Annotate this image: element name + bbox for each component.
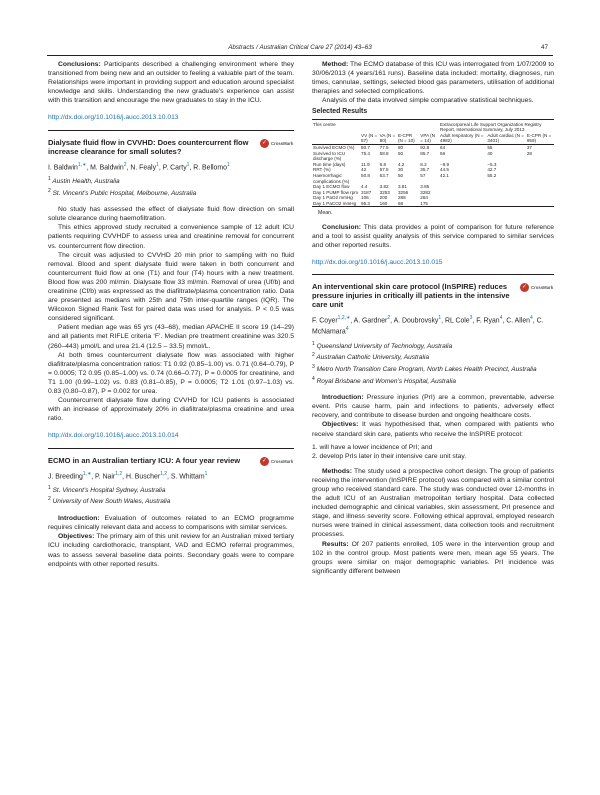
table-cell: 57.5 [379,167,389,173]
abstract-paragraph: Countercurrent dialysate flow during CVVHD for ICU patients is associated with an increase of approximately 20% in diafiltrate/plasma creatinine and urea ratio. [48,397,294,423]
table-cell: 95.3 [361,200,370,206]
table-cell: 3282 [420,189,431,195]
table-cell: 44.5 [440,167,449,173]
table-row [312,151,554,162]
table-row-label: Day 1 PaCO2 mmHg [313,200,357,206]
table-cell: 160 [379,200,388,206]
table-cell: 6.8 [379,161,387,167]
table-row-label: Survived ECMO (%) [313,144,355,150]
author-list: I. Baldwin$^{1,∗}$, M. Baldwin$^2$, N. Fealy$^1$, P. Carty$^1$, R. Bellomo$^1$ [48,161,230,171]
author-list: F. Coyer$^{1,2,∗}$, A. Gardner$^2$, A. Doubrovsky$^1$, RL Cole$^3$, F. Ryan$^4$, C. Allen$^4$, C. McNamara$^4$ [312,314,544,336]
crossmark-icon: ✓ [261,458,268,465]
abstract-introduction: Introduction: Evaluation of outcomes related to an ECMO programme requires clinically relevant data and access to comparisons with similar services. [48,515,294,532]
hypothesis-list [312,443,554,461]
table-row [312,201,554,207]
table-cell: 30 [397,167,404,173]
doi-link[interactable]: http://dx.doi.org/10.1016/j.aucc.2013.10.013 [48,114,179,122]
abstract-methods: Methods: The study used a prospective cohort design. The group of patients receiving the intervention (InSPIRE protocol) was compared with a similar control group who received standard care. The study was conducted over 12-months in the adult ICU of an Australian metropolitan tertiary hospital. Data collected included demographic and clinical variables, skin assessment, PrI presence and stage, and illness severity score. Following ethical approval, employed research nurses were trained in clinical assessment, data collection tools and recruitment processes. [312,467,554,539]
abstract-separator [312,274,554,275]
table-cell: 40 [487,150,493,156]
journal-citation: Abstracts / Australian Critical Care 27 (2014) 43–63 [228,44,372,51]
abstract-analysis: Analysis of the data involved simple comparative statistical techniques. [322,97,534,105]
table-cell: 55.2 [487,172,497,178]
table-cell: 50 [397,172,404,178]
table-cell: 42.7 [487,167,497,173]
abstract-paragraph: No study has assessed the effect of dialysate fluid flow direction on small solute clearance during haemofiltration. [48,206,294,223]
affiliations: $^1$ Austin Health, Australia $^2$ St. Vincent’s Public Hospital, Melbourne, Australia [48,175,197,197]
abstract-results: Results: Of 207 patients enrolled, 105 were in the intervention group and 102 in the control group. Most patients were men, mean age 55 years. The groups were similar on major demographic variables. PrI incidence was significantly different between [312,540,554,575]
table-row-label: RRT (%) [313,167,331,173]
table-cell: 85.7 [420,150,430,156]
table-cell: 4.4 [361,184,368,190]
abstract-method: Method: The ECMO database of this ICU was interrogated from 1/07/2009 to 30/06/2013 (4 years/161 runs). Baseline data included: mortality, diagnoses, run times, cannulae, settings, selected blood gas parameters, utilisation of additional therapies and selected complications. [312,61,554,96]
table-row-label: Day 1 ECMO flow [313,184,350,190]
abstract-paragraph: This ethics approved study recruited a convenience sample of 12 adult ICU patients requiring CVVHDF to assess urea and creatinine removal for concurrent vs. countercurrent flow direction. [48,224,294,250]
table-cell: 50.8 [361,172,370,178]
table-cell: 55 [487,144,493,150]
doi-link[interactable]: http://dx.doi.org/10.1016/j.aucc.2013.10.015 [312,258,443,266]
table-row-label: Day 1 PaO2 mmHg [313,195,353,201]
article-title: An interventional skin care protocol (InSPIRE) reduces pressure injuries in critically ill patients in the intensive care unit ✓ CrossMark [312,281,554,309]
crossmark-icon: ✓ [261,140,268,147]
list-item: 2. develop PrIs later in their intensive care unit stay. [312,452,467,460]
table-cell: 35.7 [420,167,430,173]
table-col-headers: VV (N = 57) VA (N = 80) E-CPR (N = 10) VPA (N = 14) Adult respiratory (N = 4982) Adult cardiac (N = 3401) E-CPR (N = 959) [312,133,554,145]
abstract-paragraph: Patient median age was 65 yrs (43–68), median APACHE II score 19 (14–29) and all patients met RIFLE criteria ‘F’. Median pre treatment creatinine was 320.5 (260–443) μmol/L and urea 21.4 (12.5 – 33.5) mmol/L. [48,324,294,350]
table-cell: 3253 [379,189,390,195]
table-cell: 68 [397,200,404,206]
table-cell: 3187 [361,189,372,195]
table-cell: 28 [526,150,532,156]
crossmark-badge[interactable]: ✓ CrossMark [261,140,294,147]
table-cell: 175 [420,200,428,206]
abstract-separator [48,448,294,449]
table-cell: 200 [379,195,388,201]
article-title: Dialysate fluid flow in CVVHD: Does countercurrent flow increase clearance for small solutes? ✓ CrossMark [48,137,294,156]
table-cell: −5.3 [487,161,497,167]
header-rule [47,55,553,56]
affiliations: $^1$ St. Vincent’s Hospital Sydney, Australia $^2$ University of New South Wales, Australia [48,484,171,506]
table-cell: 64 [440,144,446,150]
table-row-label: Day 1 PUMP flow rpm [313,189,359,195]
table-cell: 42.1 [440,172,449,178]
table-footnote: Mean. [318,210,333,217]
abstract-introduction: Introduction: Pressure injuries (PrI) are a common, preventable, adverse event. PrIs cause harm, pain and infections to patients, adversely effect recovery, and contribute to disease burden and ongoing healthcare costs. [312,394,554,420]
table-header-elso: Extracorporeal Life Support Organization Registry Report, International Summary, July 2013 [440,121,542,133]
table-header-centre: This centre [313,121,336,127]
abstract-paragraph: The circuit was adjusted to CVVHD 20 min prior to sampling with no fluid removal. Blood and spent dialysate fluid were taken in both concurrent and countercurrent fluid flow at one (T1) and four (T4) hours with a new treatment. Blood flow was 200 ml/min. Dialysate flow 33 ml/min. Removal of urea (Uf/b) and creatinine (Cf/b) was expressed as the diafiltrate/plasma concentration ratio. Data are presented as medians with 25th and 75th inter-quartile ranges (IQR). The Wilcoxon Signed Rank Test for paired data was used for analysis. P < 0.5 was considered significant. [48,251,294,323]
abstract-separator [48,130,294,131]
table-cell [439,201,486,207]
table-cell: 284 [420,195,428,201]
table-cell: 3.82 [379,184,389,190]
table-cell: 92.8 [420,144,430,150]
author-list: J. Breeding$^{1,∗}$, P. Nair$^{1,2}$, H. Buscher$^{1,2}$, S. Whittam$^1$ [48,470,208,480]
table-row [312,173,554,184]
table-title: Selected Results [312,108,368,116]
table-cell: 77.5 [379,144,389,150]
crossmark-icon: ✓ [521,284,528,291]
table-cell: 3256 [397,189,409,195]
doi-link[interactable]: http://dx.doi.org/10.1016/j.aucc.2013.10.014 [48,432,179,440]
table-cell: 106 [361,195,369,201]
table-cell [526,173,554,184]
table-cell: 63.7 [379,172,389,178]
table-cell: 37 [526,144,532,150]
table-cell: 3.81 [397,184,407,190]
table-cell: 8.2 [420,161,427,167]
table-cell: 42 [361,167,367,173]
prev-abstract-conclusions: Conclusions: Participants described a challenging environment where they transitioned from being new and an outsider to feeling a valuable part of the team. Relationships were important in providing support and education around specialist knowledge and skills. Understanding the new graduate’s experience can assist with this transition and encourage the new graduates to stay in the ICU. [48,61,294,105]
list-item: 1. will have a lower incidence of PrI; and [312,443,433,451]
crossmark-badge[interactable]: ✓ CrossMark [261,458,294,465]
table-cell: 288 [397,195,406,201]
table-cell: 80 [397,144,404,150]
table-row-label: Haemorrhagic complications (%) [313,172,350,184]
abstract-objectives: Objectives: The primary aim of this unit review for an Australian mixed tertiary ICU including cardiothoracic, transplant, VAD and ECMO referral programmes, was to assess several baseline data points. Secondary goals were to compare endpoints with other reported results. [48,533,294,568]
table-cell [486,201,526,207]
selected-results-table [312,119,554,208]
table-cell: 4.2 [397,161,405,167]
table-cell: 75.4 [361,150,370,156]
right-column [312,60,554,576]
article-title: ECMO in an Australian tertiary ICU: A four year review ✓ CrossMark [48,456,294,465]
table-cell: 56 [440,150,446,156]
table-cell: −9.9 [440,161,450,167]
table-row-label: Run time (days) [313,161,346,167]
left-column [48,60,294,569]
table-cell: 80.7 [361,144,370,150]
abstract-objectives: Objectives: It was hypothesised that, when compared with patients who receive standard skin care, patients who receive the InSPIRE protocol: [312,421,554,438]
affiliations: $^1$ Queensland University of Technology, Australia $^2$ Australian Catholic University, Australia $^3$ Metro North Transition Care Program, North Lakes Health Precinct, Australia $^4$ Royal Brisbane and Women’s Hospital, Australia [312,340,537,385]
page-number: 47 [540,44,548,51]
table-cell: 50 [397,150,404,156]
table-cell: 58.8 [379,150,389,156]
table-cell [526,201,554,207]
abstract-conclusion: Conclusion: This data provides a point of comparison for future reference and a tool to assist quality analysis of this service compared to similar services and other reported results. [312,223,554,249]
crossmark-badge[interactable]: ✓ CrossMark [521,284,554,291]
table-cell: 3.85 [420,184,430,190]
table-cell: 11.9 [361,161,370,167]
abstract-paragraph: At both times countercurrent dialysate flow was associated with higher diafiltrate/plasma concentration ratios: T1 0.92 (0.85–1.00) vs. 0.71 (0.64–0.79), P = 0.0005; T2 0.95 (0.85–1.00) vs. 0.74 (0.66–0.77), P = 0.0005 for creatinine, and T1 1.00 (0.99–1.02) vs. 0.83 (0.81–0.85), P = 0.0005; T2 1.01 (0.97–1.03) vs. 0.83 (0.80–0.87), P = 0.002 for urea. [48,351,294,396]
table-cell: 57 [420,172,426,178]
table-row-label: Survived to ICU discharge (%) [313,150,346,162]
